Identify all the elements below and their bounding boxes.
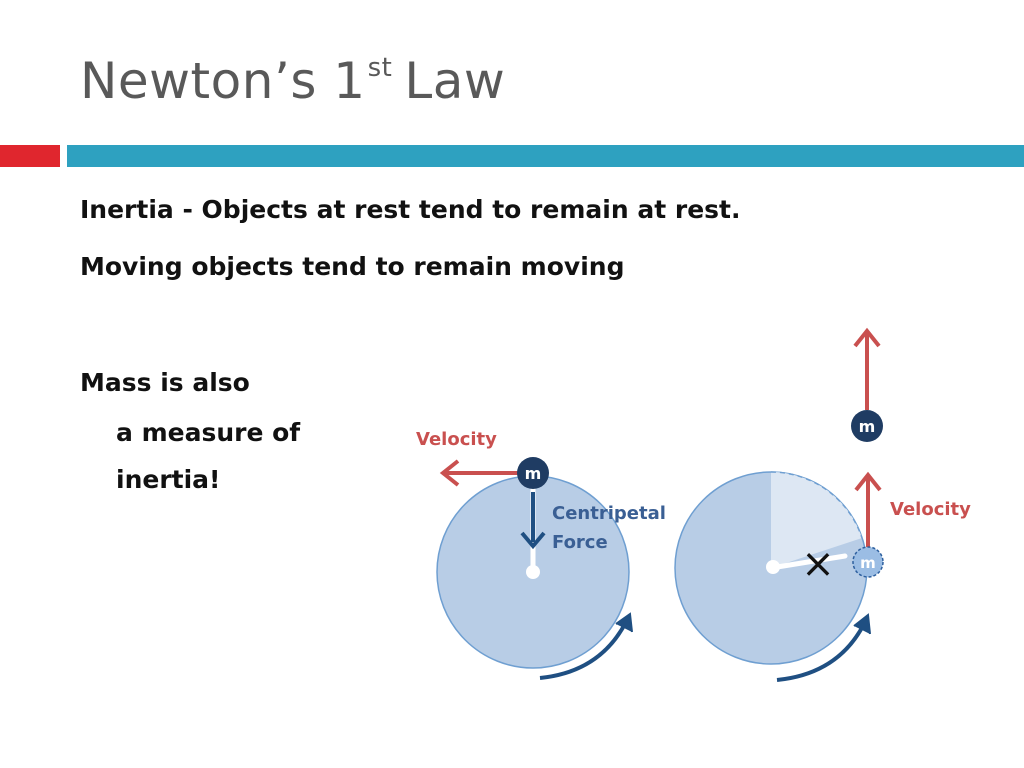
left-diagram: [416, 429, 666, 678]
body-line-inertia: Inertia - Objects at rest tend to remain at rest.: [80, 195, 741, 224]
flying-mass-label: m: [858, 417, 876, 436]
body-line-mass-1: Mass is also: [80, 368, 250, 397]
left-velocity-label: Velocity: [416, 429, 497, 450]
centripetal-label: Centripetal: [552, 503, 666, 524]
right-diagram: [675, 331, 971, 680]
body-line-mass-2: a measure of: [116, 418, 301, 447]
title-superscript: st: [367, 53, 393, 83]
title-main: Newton’s 1: [80, 52, 366, 110]
title-end: Law: [404, 52, 506, 110]
force-label: Force: [552, 532, 608, 553]
left-pivot: [526, 565, 540, 579]
right-mass-edge-label: m: [860, 554, 876, 572]
right-velocity-label: Velocity: [890, 499, 971, 520]
body-line-mass-3: inertia!: [116, 465, 221, 494]
cut-mark: ×: [801, 541, 835, 587]
right-pivot: [766, 560, 780, 574]
flying-mass-arrow: [855, 331, 879, 410]
body-line-moving: Moving objects tend to remain moving: [80, 252, 625, 281]
left-mass-label: m: [524, 464, 542, 483]
